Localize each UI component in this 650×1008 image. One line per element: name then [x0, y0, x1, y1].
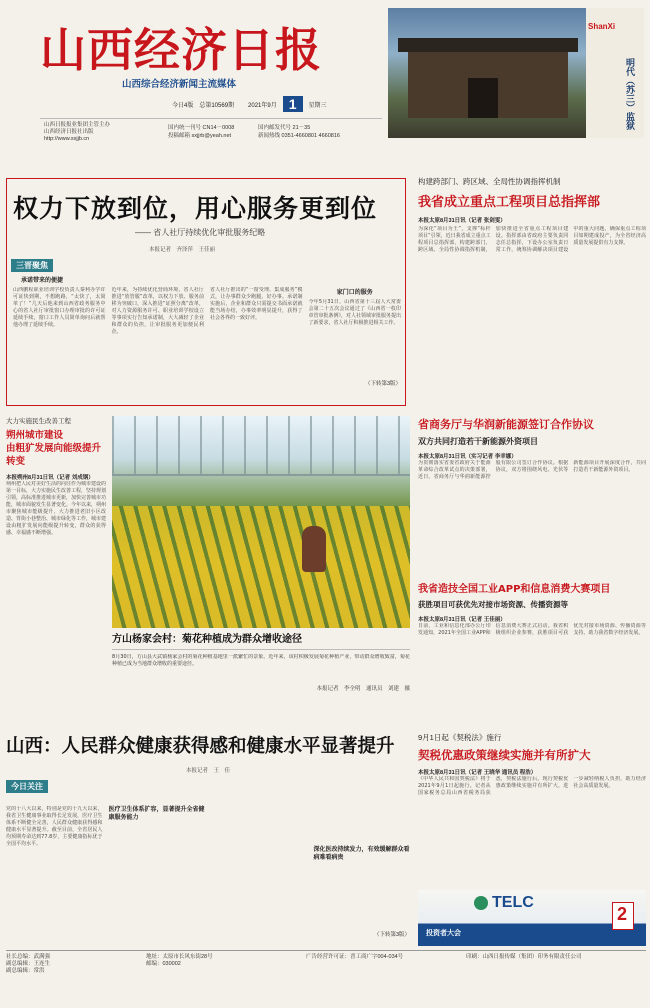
lead-body-col1: 山西鹏程职业培训学校负责人秦利办学许可证快到期，不想跑路，“太快了，太简单了！”几天后他来到山西省政务服务中心的省人社厅审批窗口办理审批的许可证延续手续，窗口工作人员简单询问后就帮他办理了延续手续。: [13, 287, 106, 328]
newspaper-title: 山西经济日报: [40, 23, 322, 77]
serial-number: 总第10569期: [199, 102, 235, 109]
website-link[interactable]: http://www.sxjjb.cn: [44, 136, 90, 142]
caption-rule: [112, 649, 410, 650]
page-badge-number: 2: [617, 904, 628, 924]
health-body: 党的十八大以来，特别是党的十九大以来，我省卫生健康事业取得长足发展，医疗卫生体系不断健全完善，人民群众健康获得感和健康水平显著提升。截至目前，全省居民人均预期寿命达到77.8岁，主要健康指标优于全国平均水平。: [6, 806, 103, 847]
health-jump[interactable]: （下转第3版）: [373, 932, 410, 938]
mid-left-body: 朔州把人民对美好生活的向往作为城市建设的第一目标，大力实施民生改善工程，坚持规划引领，高标准推进城市更新，加快完善城市功能，城市面貌发生显著变化。今年以来，朔州市聚焦城市能级提升，大力推进老旧小区改造、背街小巷整治、城市绿化等工作，城市建设由粗犷发展向能级提升转变，群众的获得感、幸福感不断增强。: [6, 481, 106, 536]
lead-columns: [13, 287, 401, 399]
tourism-banner: [388, 8, 644, 138]
right-mid-body2: 日前，工业和信息化部办公厅印发通知，2021年全国工业APP和信息消费大赛正式启动。我省积极组织企业参赛，获胜项目可获优先对接市场资源、传播资源等支持，助力我省数字经济发展。: [418, 623, 646, 636]
mid-left-lead-in: 本报朔州8月31日讯（记者 刘成钢）: [6, 475, 94, 481]
footer-rule: [6, 950, 646, 951]
right-bottom-story: [418, 732, 646, 882]
banner-door: [468, 78, 498, 118]
right-bottom-lead-in: 本报太原8月31日讯（记者 王晓华 通讯员 程浩）: [418, 770, 537, 776]
right-mid-subhead1: 双方共同打造若干新能源外资项目: [418, 437, 538, 446]
right-bottom-body: 《中华人民共和国契税法》将于2021年9月1日起施行。记者从国家税务总局山西省税务局获悉，契税法施行后，现行契税优惠政策继续实施并有所扩大，进一步减轻纳税人负担，助力经济社会高质量发展。: [418, 776, 646, 796]
health-section-tag: 今日关注: [6, 780, 48, 793]
issue-date: 2021年9月: [248, 102, 277, 109]
lead-sub2: 家门口的服务: [336, 290, 373, 296]
farmer-figure: [302, 526, 326, 572]
edition-info: 今日4版: [172, 102, 194, 109]
lead-jump[interactable]: （下转第3版）: [364, 381, 401, 387]
health-sub2: 深化医改持续发力，有效缓解群众看病难看病贵: [313, 847, 410, 861]
health-col2: [109, 806, 206, 946]
right-mid-stories: [418, 416, 646, 722]
telc-brand: TELC: [492, 894, 534, 911]
right-mid-headline2[interactable]: 我省造技全国工业APP和信息消费大赛项目: [418, 584, 611, 595]
flower-rows: [112, 506, 410, 628]
right-mid-lead-in1: 本报太原8月31日讯（实习记者 李幸娜）: [418, 454, 517, 460]
right-mid-lead-in2: 本报太原8月31日讯（记者 王佳丽）: [418, 617, 506, 623]
right-bottom-kicker: 9月1日起《契税法》施行: [418, 733, 502, 742]
footer-printer: 印刷：山西日报传媒（集团）印务有限责任公司: [466, 954, 582, 960]
telc-ad-text: 投资者大会: [426, 930, 461, 937]
right-top-lead-in: 本报太原8月31日讯（记者 张剑雯）: [418, 218, 506, 224]
photo-caption-body: 8月30日，方山县大武镇杨家会村的菊花种植基地里一派繁忙的景象。近年来，该村积极发展菊花种植产业，带动群众增收致富，菊花种植已成为当地群众增收的重要途径。: [112, 654, 410, 667]
health-col4: [314, 806, 411, 946]
postal-info: [258, 124, 388, 140]
issue-day: 1: [283, 96, 303, 112]
edition-bar: [172, 94, 382, 114]
right-mid-body1: 为贯彻落实省委省政府关于能源革命综合改革试点的决策部署，近日，省商务厅与华润新能源控股有限公司签订合作协议。根据协议，双方将围绕风电、光伏等新能源项目开展深度合作，共同打造若干新能源外资项目。: [418, 460, 646, 480]
news-hotline: 新闻热线 0351-4660801 4660816: [258, 133, 340, 139]
cn-number: 国内统一刊号 CN14－0008: [168, 125, 235, 131]
post-code: 国内邮发代号 21－35: [258, 125, 311, 131]
lead-headline[interactable]: 权力下放到位，用心服务更到位: [13, 194, 378, 223]
banner-brand: ShanXi: [588, 22, 616, 31]
photo-caption: [112, 630, 410, 722]
mid-left-headline[interactable]: 朔州城市建设 由粗犷发展向能级提升转变: [6, 430, 102, 467]
publisher-line1: 山西日报报业集团主管主办: [44, 122, 111, 128]
health-story: [6, 732, 410, 946]
right-top-story: [418, 176, 646, 382]
greenhouse-frame: [112, 416, 410, 476]
lead-body-col4: 今年5月31日，山西省第十三届人大常委会第二十五次会议通过了《山西省一枚印章管审批条例》，对人社领域审批服务提出了新要求，省人社厅积极推进相关工作。: [308, 299, 401, 326]
health-byline: 本报记者 王 佳: [186, 768, 231, 774]
mid-left-story: [6, 416, 106, 722]
right-top-body: 为深化“项目为王”，支撑“标杆项目”引领，近日我省成立重点工程项目总指挥部，构建跨部门、跨区域、全局性协调指挥机制，加快推进全省重点工程项目建设。指挥部由省政府主要负责同志任总指挥，下设办公室负责日常工作，统筹协调解决项目建设中的重大问题，确保重点工程项目如期建成投产，为全省经济高质量发展提供有力支撑。: [418, 226, 646, 253]
right-top-kicker: 构建跨部门、跨区域、全局性协调指挥机制: [418, 177, 561, 186]
chrysanthemum-photo: [112, 416, 410, 628]
mid-left-kicker: 大力实施民生改善工程: [6, 418, 71, 425]
health-col3: [211, 806, 308, 946]
registry-info: [168, 124, 248, 140]
publisher-line2: 山西经济日报社出版: [44, 129, 94, 135]
banner-title: 明代（苏三）监狱: [624, 58, 634, 130]
telc-ad[interactable]: [418, 890, 646, 946]
health-columns: [6, 806, 410, 946]
footer-address: 地址：太原市长风东街28号 邮编：030002: [146, 954, 213, 967]
photo-caption-title: 方山杨家会村：菊花种植成为群众增收途径: [112, 634, 302, 645]
lead-story-box: [6, 178, 406, 406]
right-top-headline[interactable]: 我省成立重点工程项目总指挥部: [418, 195, 601, 210]
health-headline[interactable]: 山西：人民群众健康获得感和健康水平显著提升: [6, 736, 395, 757]
right-mid-subhead2: 获胜项目可获优先对接市场资源、传播资源等: [418, 600, 568, 609]
weekday: 星期三: [308, 102, 327, 109]
banner-roof: [398, 38, 578, 52]
slogan: 山西综合经济新闻主流媒体: [122, 79, 237, 90]
photo-credit: 本报记者 李全明 通讯员 刘建 摄: [316, 686, 410, 692]
right-mid-headline1[interactable]: 省商务厅与华润新能源签订合作协议: [418, 418, 594, 431]
submission-email[interactable]: 投稿邮箱 sxjjrb@yeah.net: [168, 133, 232, 139]
right-bottom-headline[interactable]: 契税优惠政策继续实施并有所扩大: [418, 748, 591, 762]
lead-subhead: —— 省人社厅持续优化审批服务纪略: [135, 228, 266, 237]
footer-ad-license: 广告经营许可证：晋工商广字004-034号: [306, 954, 404, 960]
lead-col4: [309, 287, 402, 399]
health-sub1: 医疗卫生体系扩容，显著提升全省健康服务能力: [108, 807, 205, 821]
footer: [6, 954, 646, 1002]
masthead-divider: [40, 118, 382, 119]
lead-body-col2: 近年来，为持续优化营商环境，省人社厅推进“放管服”改革，以权力下放、服务前移为突破口，深入推进“证照分离”改革，对人力资源服务许可、职业培训学校设立等事项实行告知承诺制，大大减轻了企业和群众的负担，让审批服务更加便民利企。: [111, 287, 204, 335]
telc-logo-icon: [474, 896, 488, 910]
lead-byline: 本报记者 齐泽萍 王佳丽: [149, 247, 216, 253]
publisher-info: [44, 122, 154, 143]
footer-editors: 社长总编：武满强 副总编辑：王连生 副总编辑：常洪: [6, 954, 51, 974]
lead-sub1: 承诺带来的便捷: [21, 278, 64, 284]
section-tag: 三晋聚焦: [11, 259, 53, 272]
lead-body-col3: 省人社厅推出的“一窗受理、集成服务”模式，让办事群众少跑腿、好办事。承诺制实施后，企业和群众只需提交书面承诺就能当场办结，办事效率明显提升，获得了社会各界的一致好评。: [210, 287, 303, 321]
